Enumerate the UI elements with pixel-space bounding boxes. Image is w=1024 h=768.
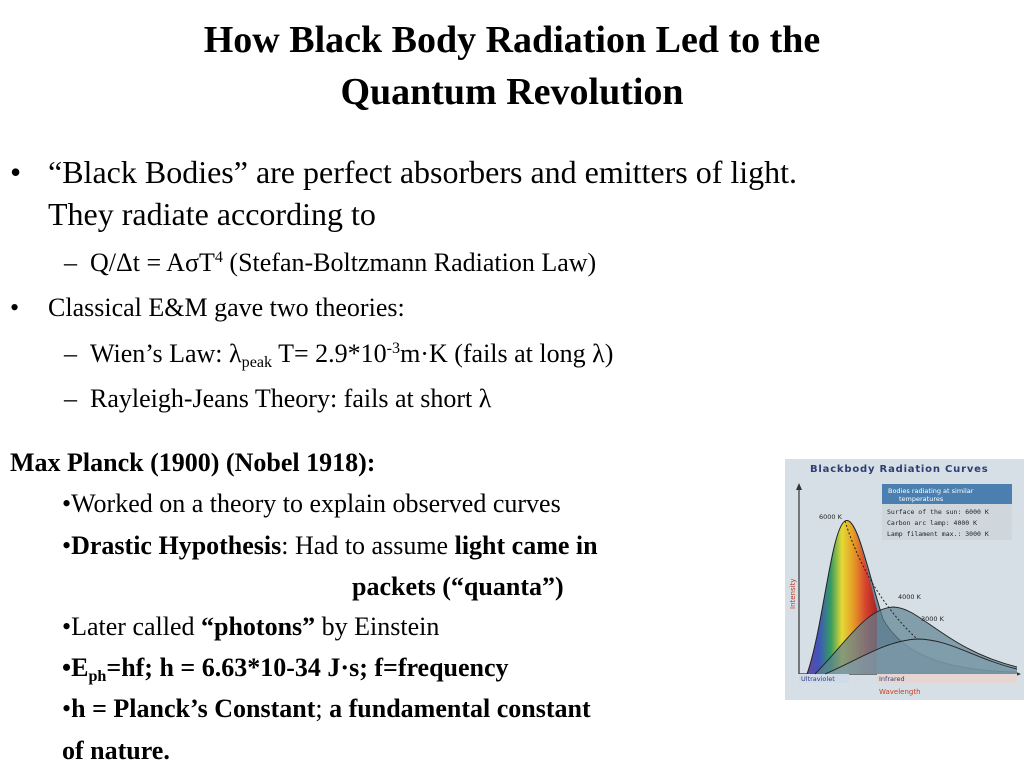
- p5-bold-2: a fundamental constant: [329, 694, 591, 723]
- sub-bullet-stefan-boltzmann: [64, 247, 596, 279]
- photons-term: “photons”: [201, 612, 316, 641]
- title-line-2: Quantum Revolution: [340, 71, 684, 113]
- drastic-hypothesis: Drastic Hypothesis: [71, 531, 282, 560]
- label-6000k: 6000 K: [819, 513, 842, 521]
- planck-point-4: [62, 653, 509, 683]
- p4-sub: ph: [88, 667, 107, 685]
- bullet-classical-text: Classical E&M gave two theories:: [48, 293, 405, 322]
- bullet-dot: •: [10, 293, 20, 322]
- bullet-dot: •: [62, 694, 72, 723]
- dash-marker: –: [64, 339, 90, 368]
- figure-title: Blackbody Radiation Curves: [810, 464, 989, 475]
- wien-b: T= 2.9*10: [272, 339, 387, 368]
- blackbody-figure: [785, 459, 1024, 700]
- sb-law-name: (Stefan-Boltzmann Radiation Law): [222, 248, 597, 277]
- rj-text: Rayleigh-Jeans Theory: fails at short λ: [90, 384, 492, 413]
- legend-row-filament: Lamp filament max.: 3000 K: [887, 530, 989, 538]
- p4-a: E: [71, 653, 89, 682]
- planck-point-1: •Worked on a theory to explain observed curves: [62, 489, 561, 518]
- legend-header-line-2: temperatures: [899, 495, 944, 503]
- sub-bullet-rayleigh-jeans: [64, 383, 491, 415]
- planck-point-2: [62, 531, 598, 561]
- bullet-dot: •: [10, 154, 22, 190]
- wien-sup: -3: [386, 340, 401, 358]
- p2-bold-2: light came in: [454, 531, 598, 560]
- slide-title: [0, 14, 1024, 118]
- planck-point-5: [62, 694, 591, 724]
- bullet-text-line-2: They radiate according to: [48, 196, 376, 232]
- blackbody-curves-graphic: [785, 459, 1024, 700]
- sub-bullet-wien: [64, 338, 613, 370]
- bullet-dot: •: [62, 653, 72, 682]
- uv-label: Ultraviolet: [801, 675, 835, 683]
- title-line-1: How Black Body Radiation Led to the: [203, 19, 821, 61]
- wien-sub: peak: [241, 353, 273, 371]
- p3-text-2: by Einstein: [315, 612, 440, 641]
- planck-point-3: [62, 612, 439, 642]
- bullet-dot: •: [62, 531, 72, 560]
- ir-label: Infrared: [879, 675, 905, 683]
- wien-c: m·K (fails at long λ): [400, 339, 614, 368]
- dash-marker: –: [64, 384, 90, 413]
- sb-exponent: 4: [214, 249, 223, 267]
- dash-marker: –: [64, 248, 90, 277]
- p4-b: =hf; h = 6.63*10-34 J·s; f=frequency: [106, 653, 509, 682]
- p5-sep: ;: [315, 694, 330, 723]
- p2-text: : Had to assume: [281, 531, 455, 560]
- wien-a: Wien’s Law: λ: [90, 339, 242, 368]
- label-3000k: 3000 K: [921, 615, 944, 623]
- bullet-text-line-1: “Black Bodies” are perfect absorbers and emitters of light.: [48, 154, 798, 190]
- sb-formula: Q/Δt = AσT: [90, 248, 215, 277]
- legend-header-line-1: Bodies radiating at similar: [888, 487, 974, 495]
- planck-heading: Max Planck (1900) (Nobel 1918):: [10, 448, 376, 477]
- planck-point-2-cont: packets (“quanta”): [352, 572, 564, 601]
- planck-point-5-cont: of nature.: [62, 736, 170, 765]
- y-axis-label: Intensity: [789, 578, 797, 609]
- p3-text: •Later called: [62, 612, 202, 641]
- legend-row-sun: Surface of the sun: 6000 K: [887, 508, 989, 516]
- legend-row-arc: Carbon arc lamp: 4000 K: [887, 519, 978, 527]
- label-4000k: 4000 K: [898, 593, 921, 601]
- y-axis-arrow: [796, 483, 802, 490]
- p5-bold: h = Planck’s Constant: [71, 694, 316, 723]
- x-axis-label: Wavelength: [879, 688, 921, 696]
